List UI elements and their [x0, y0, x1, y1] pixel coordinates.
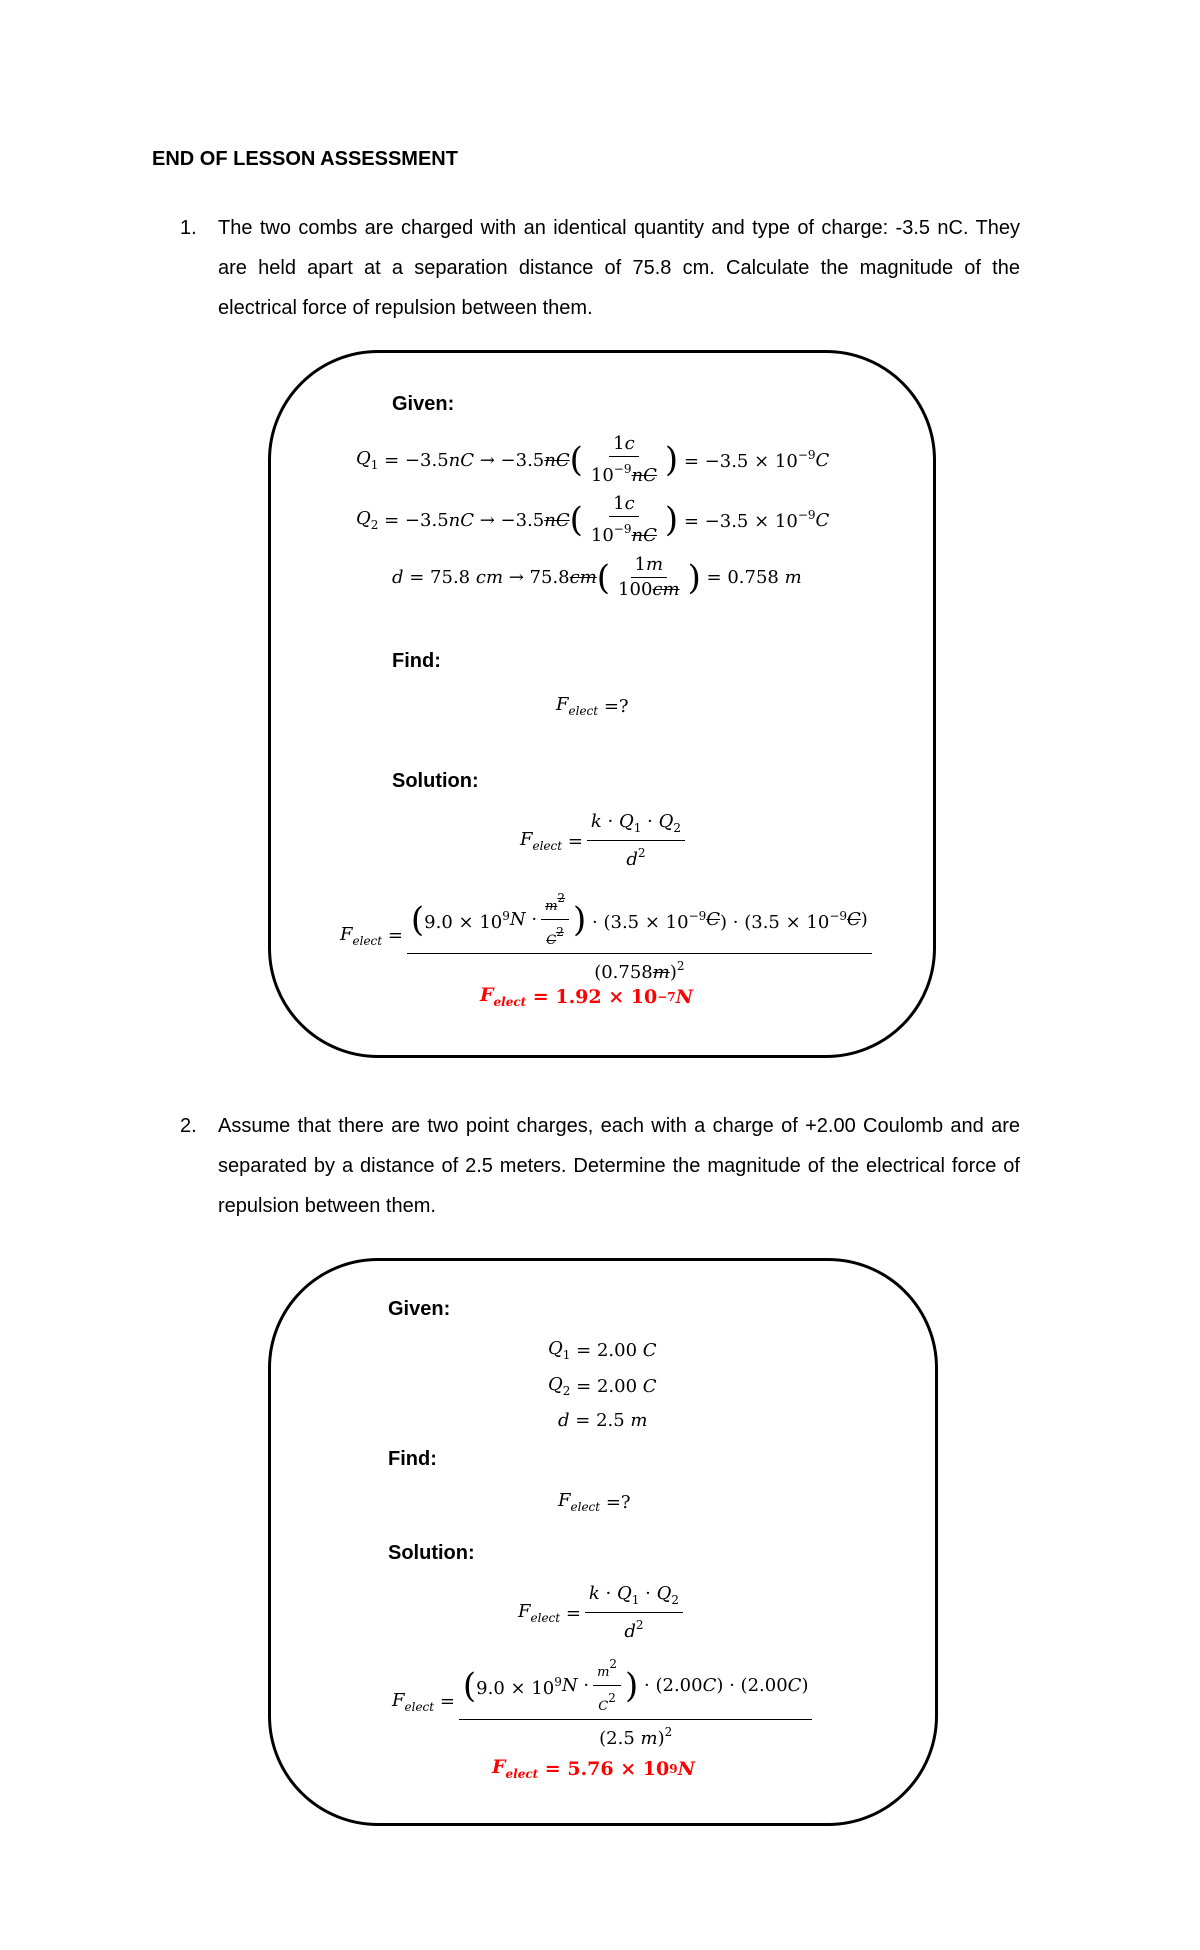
find-label-2: Find:	[388, 1448, 437, 1470]
substitution-eq-1: $F_{elect}$ = ( $9.0 \times 10^9$ N · $\frac{m2}{C2}$ ) · ($3.5 \times 10^{-9}$ C ) · ($3.5 \times 10^{-9}$ C ) $(0.758m)^2$	[340, 888, 876, 983]
given-label-2: Given:	[388, 1298, 451, 1320]
substitution-eq-2: $F_{elect}$ = ( $9.0 \times 10^9$ N · $\frac{m2}{C2}$ ) · (2.00 C ) · (2.00 C ) (2.5 m)$^2$	[392, 1654, 816, 1749]
problem-1-text: The two combs are charged with an identical quantity and type of charge: -3.5 nC. They are held apart at a separation distance of 75.8 cm. Calculate the magnitude of the electrical force of repulsion between them.	[218, 217, 1020, 319]
given-q1-value-2: 2.00	[596, 1339, 638, 1361]
answer-2-exponent: 9	[669, 1761, 678, 1776]
answer-1-unit: N	[675, 985, 693, 1008]
given-d-value-2: 2.5	[596, 1410, 625, 1431]
given-q1-eq-1: $Q_1$ = −3.5 nC → −3.5 nC ( $\frac{1c}{10^{-9}nC}$ ) = $-3.5 \times 10^{-9}$ C	[356, 433, 830, 486]
formula-eq-2: $F_{elect}$ = $\frac{k \cdot Q_1 \cdot Q_2}{d^2}$	[518, 1584, 687, 1642]
formula-eq-1: $F_{elect}$ = $\frac{k \cdot Q_1 \cdot Q_2}{d^2}$	[520, 812, 689, 870]
page-title: END OF LESSON ASSESSMENT	[152, 148, 458, 170]
solution-label-2: Solution:	[388, 1542, 475, 1564]
given-d-eq-1: d = 75.8 cm → 75.8 cm ( $\frac{1m}{100cm}$ ) = 0.758 m	[392, 554, 802, 600]
find-eq-1: $F_{elect}$ =?	[556, 694, 629, 718]
answer-1-value: 1.92 × 10	[555, 985, 658, 1008]
find-eq-2: $F_{elect}$ =?	[558, 1490, 631, 1514]
answer-1: $F_{elect}$ = 1.92 × 10 −7 N	[480, 984, 693, 1009]
problem-1-number: 1.	[180, 217, 197, 239]
find-label-1: Find:	[392, 650, 441, 672]
given-label-1: Given:	[392, 393, 455, 415]
given-q2-eq-1: $Q_2$ = −3.5 nC → −3.5 nC ( $\frac{1c}{10^{-9}nC}$ ) = $-3.5 \times 10^{-9}$ C	[356, 493, 830, 546]
problem-2	[180, 1106, 1020, 1226]
given-q1-eq-2: $Q_1$ = 2.00 C	[548, 1338, 657, 1362]
answer-2-value: 5.76 × 10	[567, 1757, 670, 1780]
problem-2-text: Assume that there are two point charges, each with a charge of +2.00 Coulomb and are separated by a distance of 2.5 meters. Determine the magnitude of the electrical force of repulsion between them.	[218, 1115, 1020, 1217]
answer-2-unit: N	[677, 1757, 695, 1780]
solution-label-1: Solution:	[392, 770, 479, 792]
answer-1-exponent: −7	[657, 989, 676, 1004]
given-q2-eq-2: $Q_2$ = 2.00 C	[548, 1374, 657, 1398]
answer-2: $F_{elect}$ = 5.76 × 10 9 N	[492, 1756, 695, 1781]
given-q2-value-2: 2.00	[596, 1375, 638, 1397]
problem-1	[180, 208, 1020, 328]
problem-2-number: 2.	[180, 1115, 197, 1137]
given-d-eq-2: d = 2.5 m	[558, 1410, 648, 1431]
